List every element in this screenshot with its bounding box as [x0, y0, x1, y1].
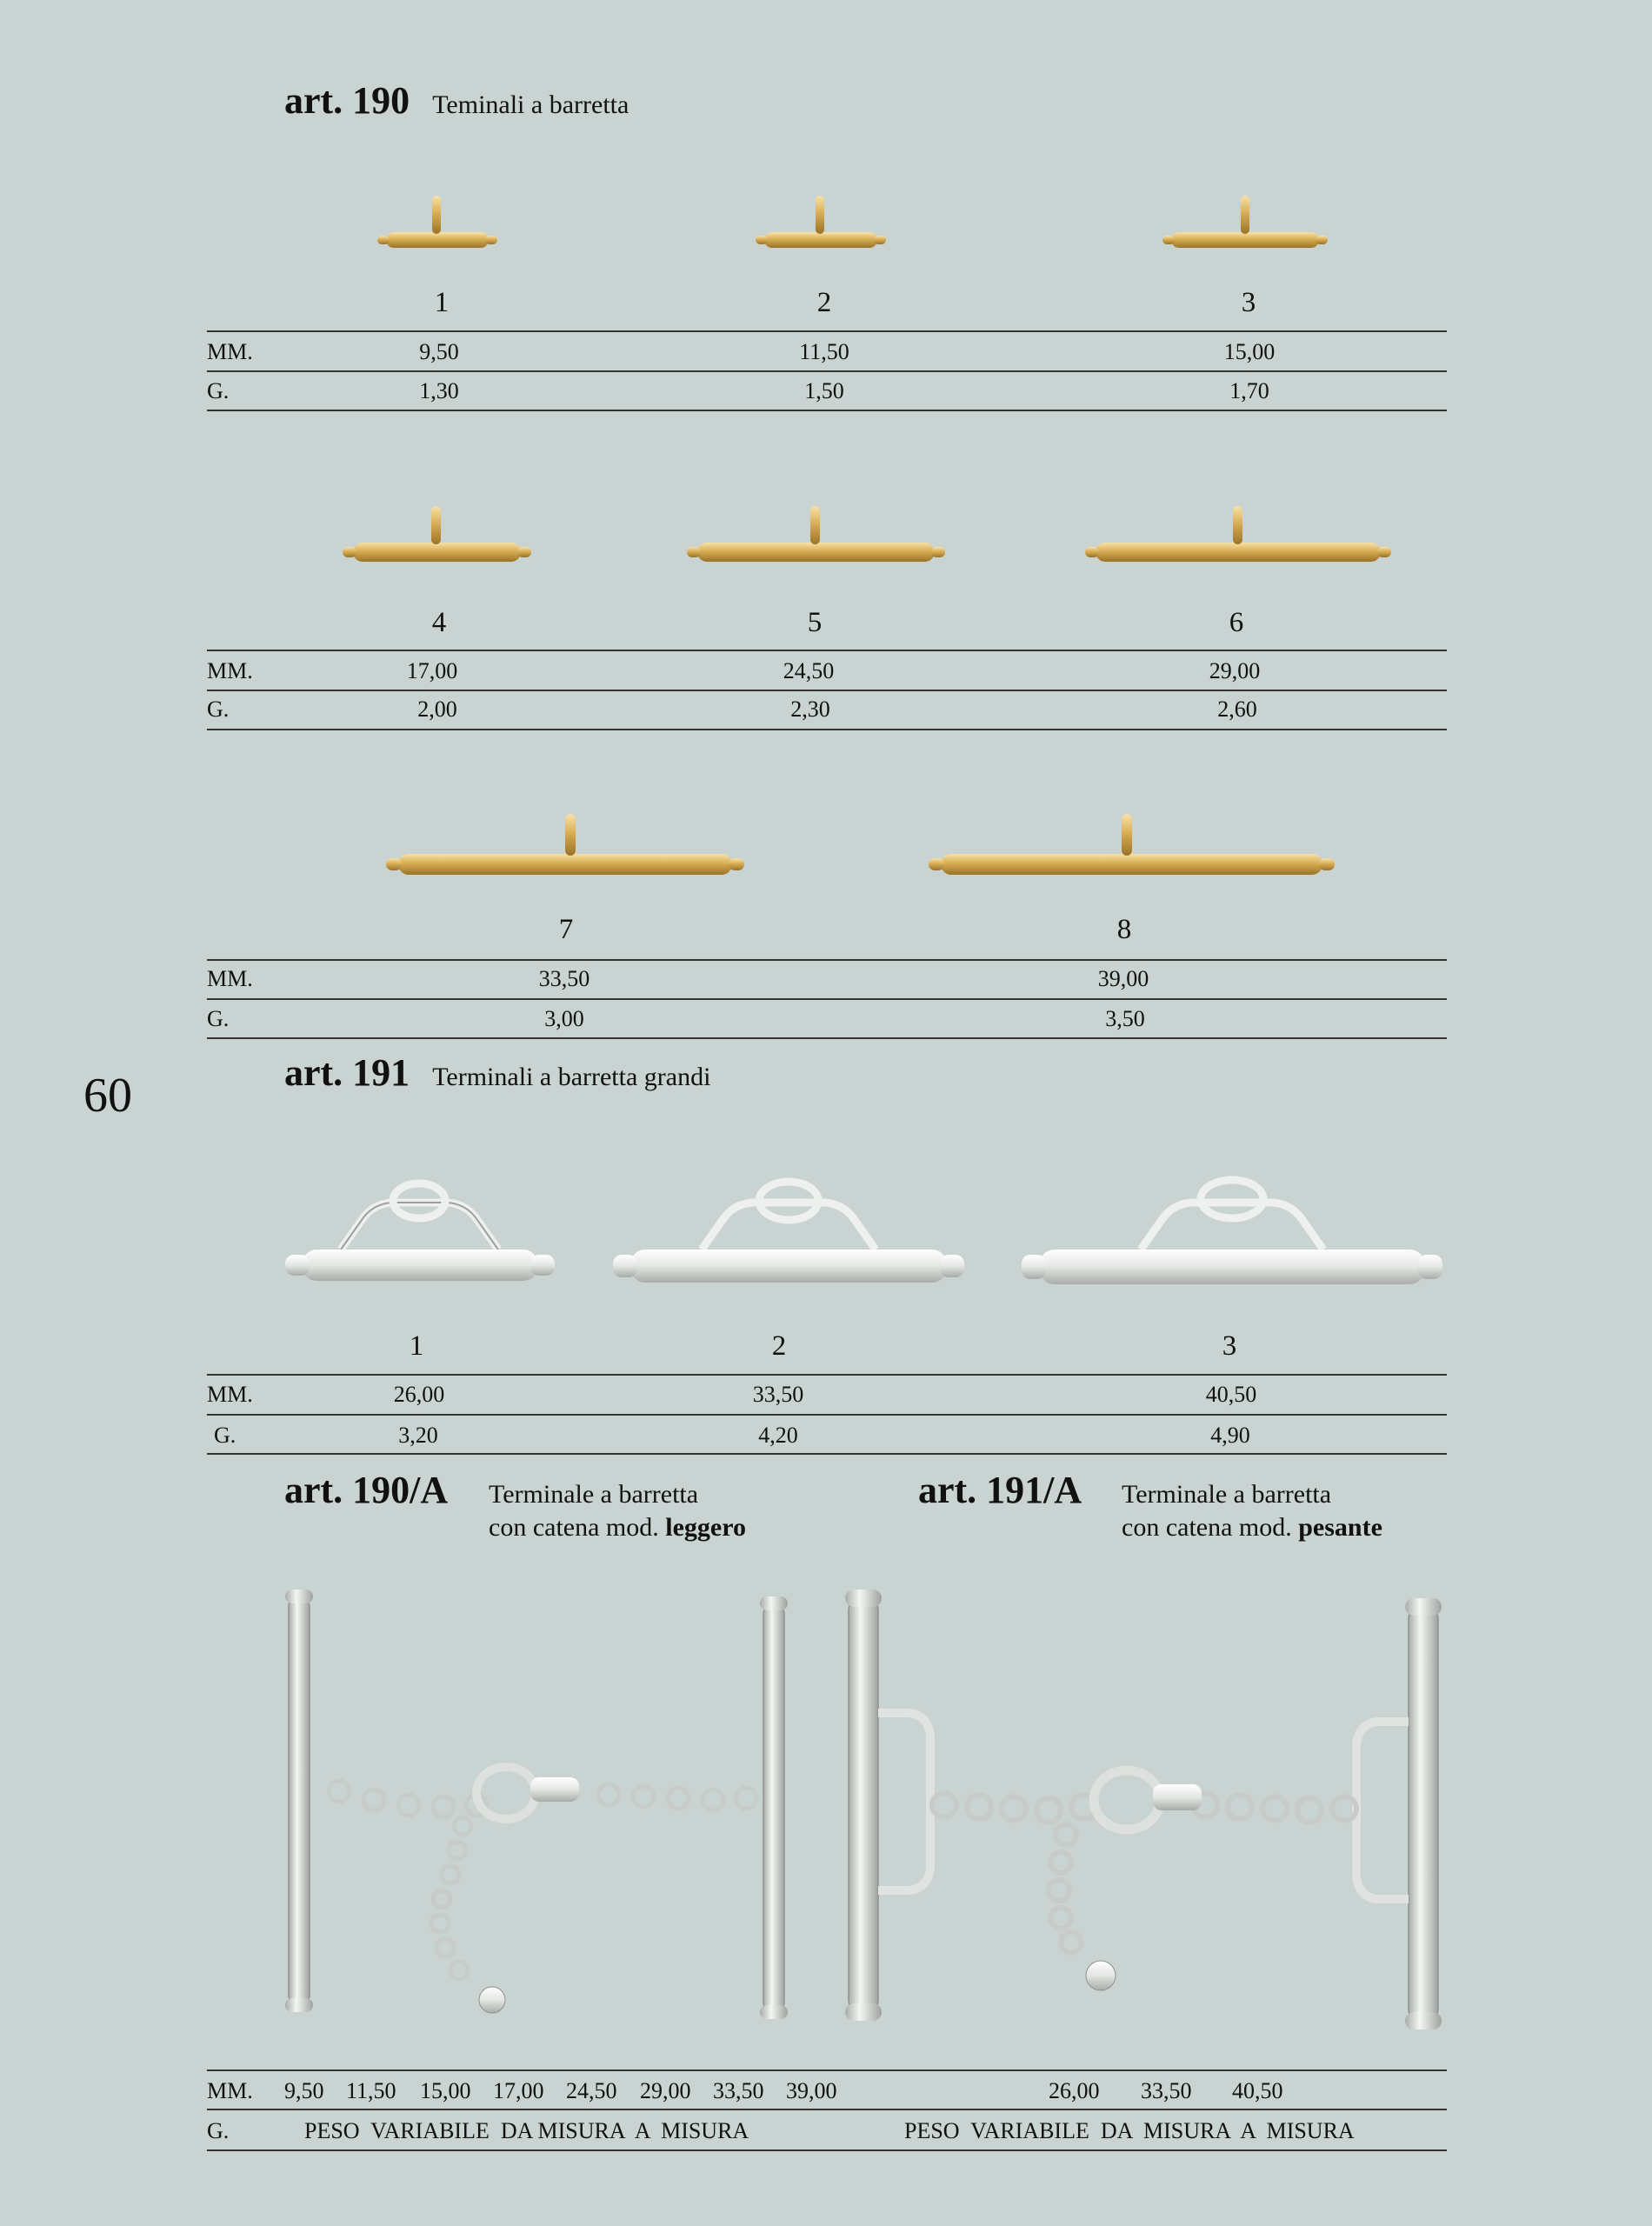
mm-value: 29,00 — [640, 2078, 691, 2103]
g-label: G. — [207, 378, 230, 403]
art190a-heading — [284, 1468, 448, 1512]
item-number: 3 — [1241, 287, 1256, 318]
mm-value: 24,50 — [783, 658, 835, 683]
bar-terminal-image-3 — [1159, 187, 1333, 261]
g-label: G. — [214, 1423, 236, 1448]
table-rule — [207, 690, 1447, 691]
art191-description: Terminali a barretta grandi — [432, 1063, 711, 1091]
large-bar-terminal-image-2 — [606, 1178, 971, 1300]
mm-value: 33,50 — [538, 966, 590, 991]
bar-terminal-image-4 — [339, 503, 535, 581]
art190-description: Teminali a barretta — [432, 90, 629, 119]
table-rule — [207, 2149, 1447, 2151]
mm-value: 15,00 — [420, 2078, 471, 2103]
mm-label: MM. — [207, 658, 253, 683]
large-bar-terminal-image-1 — [278, 1178, 561, 1300]
table-rule — [207, 370, 1447, 372]
item-number: 3 — [1222, 1330, 1237, 1362]
light-chain-terminal-image — [278, 1583, 817, 2035]
mm-value: 11,50 — [346, 2078, 396, 2103]
bar-terminal-image-8 — [925, 809, 1338, 891]
art191a-desc-line1: Terminale a barretta — [1122, 1480, 1332, 1509]
art191a-description — [1122, 1478, 1382, 1544]
item-number: 1 — [409, 1330, 424, 1362]
bar-terminal-image-5 — [683, 503, 949, 581]
table-rule — [207, 650, 1447, 651]
g-variable-weight-note: PESO VARIABILE DA MISURA A MISURA — [304, 2118, 749, 2143]
g-value: 4,90 — [1210, 1423, 1250, 1448]
mm-value: 17,00 — [406, 658, 458, 683]
table-rule — [207, 729, 1447, 730]
item-number: 5 — [807, 607, 823, 638]
heavy-chain-terminal-image — [840, 1583, 1449, 2035]
art191-code: art. 191 — [284, 1051, 410, 1094]
bar-terminal-image-7 — [383, 809, 748, 891]
large-bar-terminal-image-3 — [1015, 1178, 1449, 1300]
art190-heading — [284, 78, 629, 123]
g-value: 1,50 — [804, 378, 844, 403]
mm-value: 9,50 — [284, 2078, 324, 2103]
table-rule — [207, 1374, 1447, 1376]
mm-value: 17,00 — [493, 2078, 544, 2103]
table-rule — [207, 1453, 1447, 1455]
mm-value: 40,50 — [1205, 1382, 1257, 1407]
table-rule — [207, 959, 1447, 961]
mm-value: 9,50 — [419, 339, 459, 364]
g-value: 3,50 — [1105, 1006, 1145, 1031]
mm-value: 33,50 — [752, 1382, 804, 1407]
g-label: G. — [207, 2118, 230, 2143]
g-value: 2,00 — [417, 696, 457, 722]
g-label: G. — [207, 1006, 230, 1031]
art190a-description — [489, 1478, 746, 1544]
bar-terminal-image-2 — [752, 187, 891, 261]
g-value: 2,60 — [1217, 696, 1257, 722]
art191a-desc-line2: con catena mod. pesante — [1122, 1513, 1382, 1542]
mm-value: 29,00 — [1209, 658, 1261, 683]
mm-label: MM. — [207, 1382, 253, 1407]
bar-terminal-image-6 — [1082, 503, 1395, 581]
g-value: 3,20 — [398, 1423, 438, 1448]
table-rule — [207, 998, 1447, 1000]
art191a-heading — [918, 1468, 1082, 1512]
mm-label: MM. — [207, 966, 253, 991]
mm-label: MM. — [207, 339, 253, 364]
g-value: 3,00 — [544, 1006, 584, 1031]
art190a-desc-line1: Terminale a barretta — [489, 1480, 699, 1509]
g-value: 4,20 — [758, 1423, 798, 1448]
art190-code: art. 190 — [284, 79, 410, 122]
mm-value: 33,50 — [713, 2078, 764, 2103]
g-variable-weight-note: PESO VARIABILE DA MISURA A MISURA — [904, 2118, 1355, 2143]
g-label: G. — [207, 696, 230, 722]
art190a-code: art. 190/A — [284, 1469, 449, 1511]
mm-value: 26,00 — [393, 1382, 445, 1407]
table-rule — [207, 1037, 1447, 1039]
page-number: 60 — [83, 1069, 132, 1123]
art190a-desc-line2: con catena mod. leggero — [489, 1513, 746, 1542]
mm-value: 26,00 — [1049, 2078, 1100, 2103]
mm-value: 11,50 — [799, 339, 849, 364]
item-number: 2 — [771, 1330, 787, 1362]
mm-label: MM. — [207, 2078, 253, 2103]
g-value: 1,70 — [1229, 378, 1269, 403]
mm-value: 40,50 — [1232, 2078, 1283, 2103]
art191a-code: art. 191/A — [918, 1469, 1082, 1511]
art191-heading — [284, 1050, 710, 1095]
art191a-model: pesante — [1298, 1513, 1382, 1542]
item-number: 6 — [1229, 607, 1244, 638]
table-rule — [207, 2109, 1447, 2110]
table-rule — [207, 2069, 1447, 2071]
bar-terminal-image-1 — [374, 187, 504, 261]
item-number: 7 — [558, 914, 574, 945]
mm-value: 33,50 — [1141, 2078, 1192, 2103]
item-number: 2 — [816, 287, 832, 318]
g-value: 1,30 — [419, 378, 459, 403]
mm-value: 39,00 — [786, 2078, 837, 2103]
mm-value: 24,50 — [566, 2078, 617, 2103]
item-number: 1 — [434, 287, 450, 318]
item-number: 8 — [1116, 914, 1132, 945]
table-rule — [207, 330, 1447, 332]
table-rule — [207, 1414, 1447, 1416]
table-rule — [207, 410, 1447, 411]
g-value: 2,30 — [790, 696, 830, 722]
item-number: 4 — [431, 607, 447, 638]
mm-value: 39,00 — [1097, 966, 1149, 991]
art190a-model: leggero — [665, 1513, 746, 1542]
mm-value: 15,00 — [1223, 339, 1276, 364]
